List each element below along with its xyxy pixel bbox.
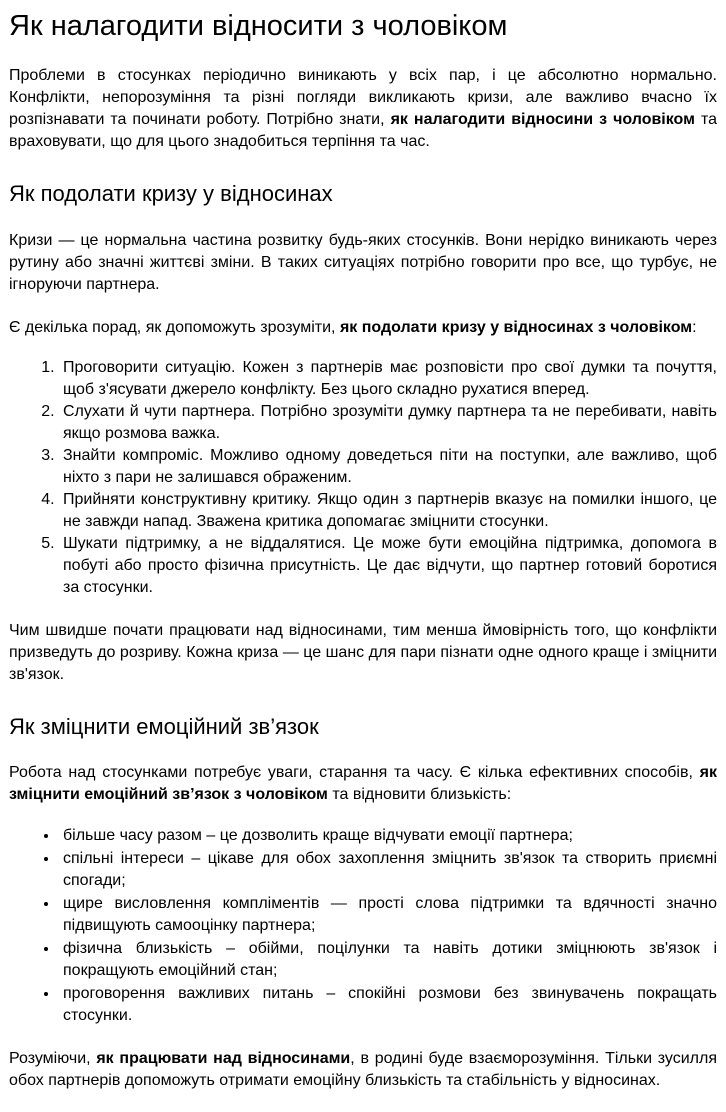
- intro-run-1: Проблеми в стосунках періодично виникають у всіх пар, і це абсолютно нормально. Конфлікти, непорозуміння та різні погляди викликають кризи, але важливо вчасно їх розпізнавати та починати роботу. Потрібно знати,: [9, 67, 717, 129]
- closing-run-3: , в родині буде взаєморозуміння. Тільки зусилля обох партнерів допоможуть отримати емоційну близькість та стабільність у відносинах.: [9, 1050, 718, 1090]
- list-item: • спільні інтереси – цікаве для обох захоплення зміцнить зв'язок та створить приємні спогади;: [59, 847, 717, 892]
- crisis-tips-list: [9, 357, 717, 599]
- list-item: • проговорення важливих питань – спокійні розмови без звинувачень покращать стосунки.: [59, 982, 717, 1027]
- tips-run-bold: як подолати кризу у відносинах з чоловіком: [339, 318, 693, 336]
- section-heading-crisis: Як подолати кризу у відносинах: [9, 181, 333, 207]
- intro-run-bold: як налагодити відносини з чоловіком: [390, 111, 695, 129]
- bond-run-3: та відновити близькість:: [327, 786, 512, 804]
- list-item: 3. Знайти компроміс. Можливо одному доведеться піти на поступки, але важливо, щоб ніхто з пари не залишався ображеним.: [59, 445, 717, 489]
- list-item: 5. Шукати підтримку, а не віддалятися. Це може бути емоційна підтримка, допомога в побуті або просто фізична присутність. Це дає відчути, що партнер готовий боротися за стосунки.: [59, 533, 717, 599]
- closing-run-1: Розуміючи,: [9, 1050, 97, 1068]
- crisis-outro-paragraph: Чим швидше почати працювати над відносинами, тим менша ймовірність того, що конфлікти призведуть до розриву. Кожна криза — це шанс для пари пізнати одне одного краще і зміцнити зв'язок.: [9, 621, 717, 683]
- tips-run-3: :: [692, 318, 697, 336]
- tips-run-1: Є декілька порад, як допоможуть зрозуміти,: [9, 318, 340, 336]
- section-heading-bond: Як зміцнити емоційний зв’язок: [9, 713, 319, 739]
- crisis-tips-intro: [9, 317, 717, 339]
- list-item: 1. Проговорити ситуацію. Кожен з партнерів має розповісти про свої думки та почуття, щоб з'ясувати джерело конфлікту. Без цього складно рухатися вперед.: [59, 357, 717, 401]
- list-item: 4. Прийняти конструктивну критику. Якщо один з партнерів вказує на помилки іншого, це не завжди напад. Зважена критика допомагає зміцнити стосунки.: [59, 489, 717, 533]
- intro-paragraph: [9, 65, 717, 153]
- intro-run-3: та враховувати, що для цього знадобиться терпіння та час.: [9, 111, 717, 151]
- list-item: 2. Слухати й чути партнера. Потрібно зрозуміти думку партнера та не перебивати, навіть якщо розмова важка.: [59, 401, 717, 445]
- page-title: Як налагодити відносити з чоловіком: [9, 10, 508, 42]
- closing-paragraph: [9, 1048, 717, 1092]
- bond-tips-list: [9, 824, 717, 1027]
- list-item: • більше часу разом – це дозволить краще відчувати емоції партнера;: [59, 824, 717, 847]
- crisis-paragraph: Кризи — це нормальна частина розвитку будь-яких стосунків. Вони нерідко виникають через рутину або значні життєві зміни. В таких ситуаціях потрібно говорити про все, що турбує, не ігноруючи партнера.: [9, 231, 717, 293]
- bond-run-1: Робота над стосунками потребує уваги, старання та часу. Є кілька ефективних способів,: [9, 764, 700, 782]
- bond-intro-paragraph: [9, 762, 717, 806]
- closing-run-bold: як працювати над відносинами: [96, 1050, 351, 1068]
- bond-run-bold: як зміцнити емоційний зв’язок з чоловіком: [9, 764, 717, 804]
- list-item: • фізична близькість – обійми, поцілунки та навіть дотики зміцнюють зв'язок і покращують емоційний стан;: [59, 937, 717, 982]
- list-item: • щире висловлення компліментів — прості слова підтримки та вдячності значно підвищують самооцінку партнера;: [59, 892, 717, 937]
